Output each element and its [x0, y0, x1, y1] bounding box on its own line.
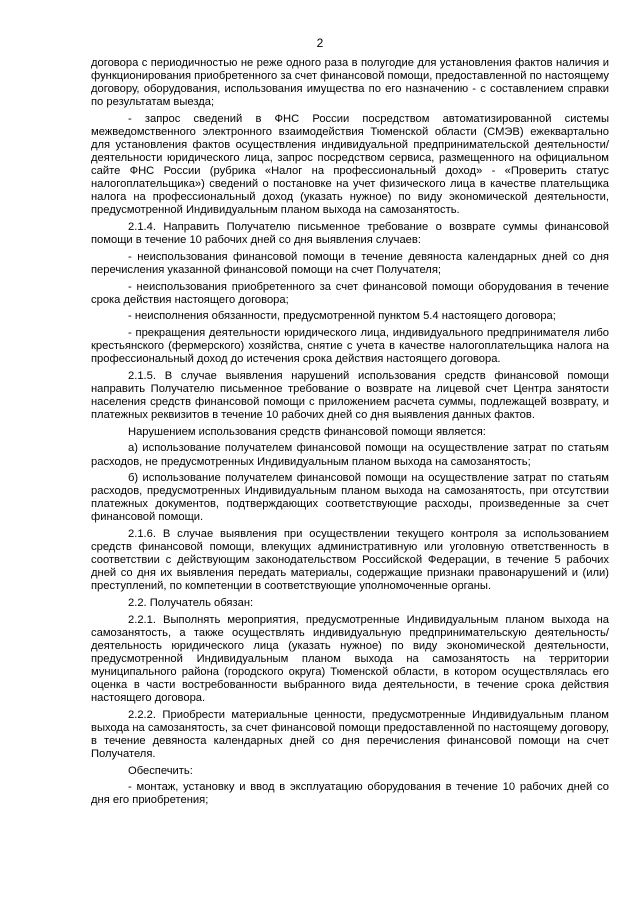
paragraph-ensure: Обеспечить: — [128, 764, 193, 777]
paragraph-2-1-6: 2.1.6. В случае выявления при осуществлении текущего контроля за использованием средств финансовой помощи, влекущих административную или уголовную ответственность в соответствии с действующим законодательством Российской Федерации, в течение 5 рабочих дней со дня их выявления передать материалы, содержащие признаки правонарушений и (или) преступлений, по компетенции в соответствующие уполномоченные органы. — [91, 528, 609, 593]
list-item-unused-equipment: - неиспользования приобретенного за счет финансовой помощи оборудования в течение срока действия настоящего договора; — [91, 280, 609, 306]
document-body — [91, 57, 609, 811]
paragraph-fns-request: - запрос сведений в ФНС России посредством автоматизированной системы межведомственного электронного взаимодействия Тюменской области (СМЭВ) ежеквартально для установления фактов осуществления индивидуальной предпринимательской деятельности/деятельности юридического лица, запрос посредством сервиса, размещенного на официальном сайте ФНС России (рубрика «Налог на профессиональный доход» - «Проверить статус налогоплательщика») сведений о постановке на учет физического лица в качестве плательщика налога на профессиональный доход (указать нужное) по виду экономической деятельности, предусмотренной Индивидуальным планом выхода на самозанятость. — [91, 112, 609, 217]
list-item-violation-a: а) использование получателем финансовой помощи на осуществление затрат по статьям расходов, не предусмотренных Индивидуальным планом выхода на самозанятость; — [91, 442, 609, 468]
page-number: 2 — [316, 36, 324, 50]
paragraph-2-2: 2.2. Получатель обязан: — [128, 597, 254, 610]
list-item-violation-b: б) использование получателем финансовой помощи на осуществление затрат по статьям расходов, предусмотренных Индивидуальным планом выхода на самозанятость, при отсутствии платежных документов, подтверждающих соответствующие расходы, произведенные за счет финансовой помощи. — [91, 472, 609, 524]
paragraph-2-1-5: 2.1.5. В случае выявления нарушений использования средств финансовой помощи направить Получателю письменное требование о возврате на лицевой счет Центра занятости населения средств финансовой помощи с приложением расчета суммы, подлежащей возврату, и платежных реквизитов в течение 10 рабочих дней со дня выявления данных фактов. — [91, 369, 609, 421]
list-item-non-fulfillment: - неисполнения обязанности, предусмотренной пунктом 5.4 настоящего договора; — [128, 310, 556, 323]
list-item-termination: - прекращения деятельности юридического лица, индивидуального предпринимателя либо крестьянского (фермерского) хозяйства, снятие с учета в качестве налогоплательщика налога на профессиональный доход до истечения срока действия настоящего договора. — [91, 327, 609, 366]
paragraph-2-2-2: 2.2.2. Приобрести материальные ценности, предусмотренные Индивидуальным планом выхода на самозанятость, за счет финансовой помощи предоставленной по настоящему договору, в течение девяноста календарных дней со дня перечисления финансовой помощи на счет Получателя. — [91, 708, 609, 760]
paragraph-2-1-4: 2.1.4. Направить Получателю письменное требование о возврате суммы финансовой помощи в течение 10 рабочих дней со дня выявления случаев: — [91, 220, 609, 246]
paragraph-continuation: договора с периодичностью не реже одного раза в полугодие для установления фактов наличия и функционирования приобретенного за счет финансовой помощи, предоставленной по настоящему договору, оборудования, использования имущества по его назначению - с составлением справки по результатам выезда; — [91, 57, 609, 109]
list-item-unused-aid: - неиспользования финансовой помощи в течение девяноста календарных дней со дня перечисления указанной финансовой помощи на счет Получателя; — [91, 250, 609, 276]
paragraph-2-2-1: 2.2.1. Выполнять мероприятия, предусмотренные Индивидуальным планом выхода на самозанятость, а также осуществлять индивидуальную предпринимательскую деятельность/деятельность юридического лица (указать нужное) по виду экономической деятельности, предусмотренной Индивидуальным планом выхода на самозанятость на территории муниципального района (городского округа) Тюменской области, в котором осуществлялась его оценка в части востребованности выбранного вида деятельности, в течение срока действия настоящего договора. — [91, 613, 609, 705]
list-item-installation: - монтаж, установку и ввод в эксплуатацию оборудования в течение 10 рабочих дней со дня его приобретения; — [91, 781, 609, 807]
paragraph-violation-heading: Нарушением использования средств финансовой помощи является: — [128, 425, 486, 438]
